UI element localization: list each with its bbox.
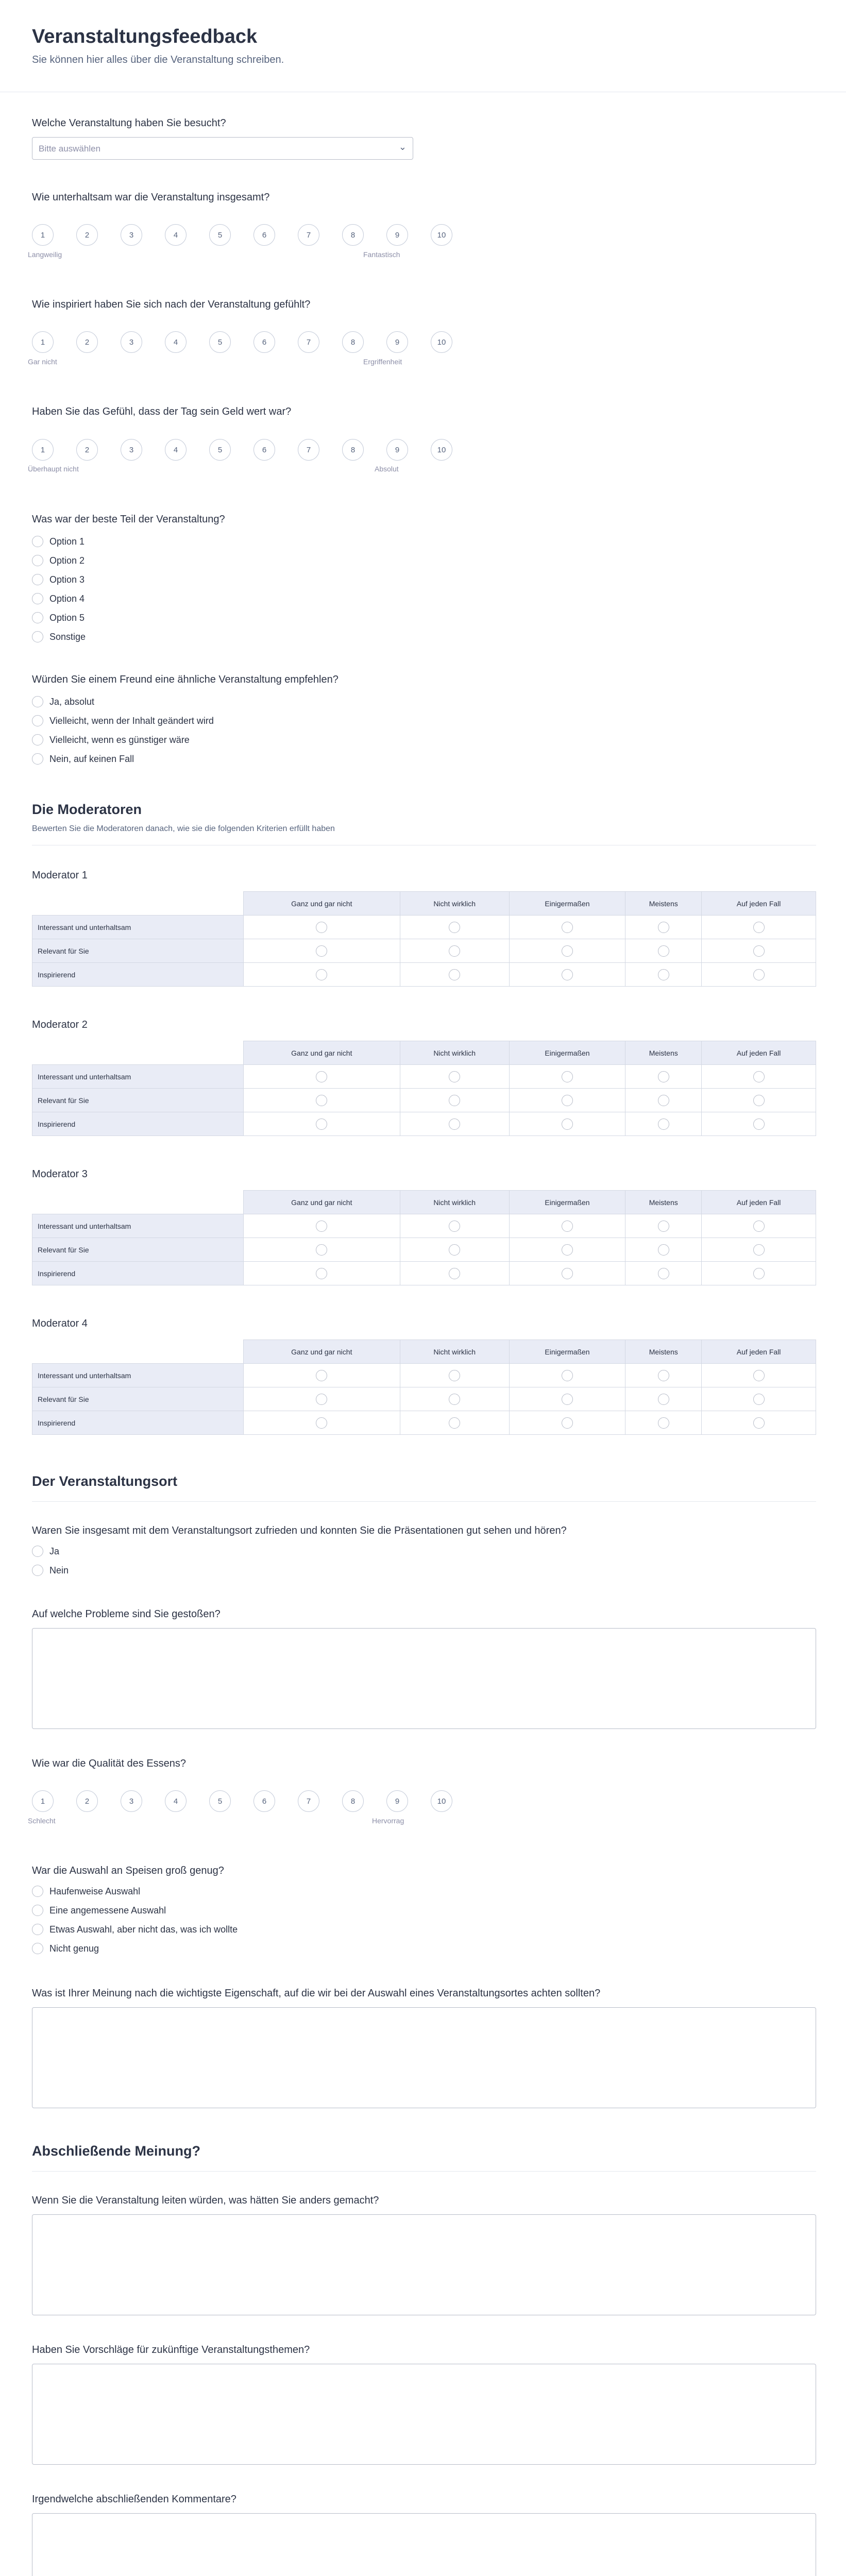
matrix-radio[interactable] xyxy=(753,1221,765,1232)
matrix-row xyxy=(32,1089,816,1112)
fun-scale xyxy=(32,224,452,246)
radio-option[interactable] xyxy=(32,574,84,585)
venue-problems-label: Auf welche Probleme sind Sie gestoßen? xyxy=(32,1608,221,1620)
scale-option[interactable]: 3 xyxy=(121,1790,142,1812)
matrix-column-header: Nicht wirklich xyxy=(400,892,509,916)
matrix-radio[interactable] xyxy=(316,969,327,980)
radio-button[interactable] xyxy=(32,715,43,726)
radio-option[interactable] xyxy=(32,1943,99,1954)
radio-option[interactable] xyxy=(32,593,84,604)
radio-button[interactable] xyxy=(32,631,43,642)
comments-label: Irgendwelche abschließenden Kommentare? xyxy=(32,2494,236,2505)
scale-option[interactable]: 10 xyxy=(431,224,452,246)
matrix-radio[interactable] xyxy=(562,1095,573,1106)
matrix-radio[interactable] xyxy=(753,1244,765,1256)
matrix-radio[interactable] xyxy=(753,1394,765,1405)
matrix-column-header: Ganz und gar nicht xyxy=(244,1041,400,1065)
matrix-row-label: Interessant und unterhaltsam xyxy=(32,1214,244,1238)
moderator-1-title: Moderator 1 xyxy=(32,870,88,881)
scale-option[interactable]: 6 xyxy=(253,1790,275,1812)
scale-low-label: Gar nicht xyxy=(28,358,57,366)
recommend-question-label: Würden Sie einem Freund eine ähnliche Veranstaltung empfehlen? xyxy=(32,674,339,685)
scale-option[interactable]: 8 xyxy=(342,1790,364,1812)
matrix-row-label: Relevant für Sie xyxy=(32,1238,244,1262)
matrix-radio[interactable] xyxy=(753,1268,765,1279)
matrix-radio[interactable] xyxy=(753,922,765,933)
scale-option[interactable]: 4 xyxy=(165,224,187,246)
matrix-radio[interactable] xyxy=(658,1118,669,1130)
matrix-radio[interactable] xyxy=(753,969,765,980)
radio-option[interactable] xyxy=(32,631,86,642)
matrix-radio[interactable] xyxy=(658,1095,669,1106)
matrix-corner xyxy=(32,1041,244,1065)
scale-option[interactable]: 3 xyxy=(121,331,142,353)
worth-scale xyxy=(32,439,452,461)
scale-low-label: Schlecht xyxy=(28,1817,56,1825)
matrix-row xyxy=(32,1262,816,1285)
scale-option[interactable]: 7 xyxy=(298,224,319,246)
moderators-section-desc: Bewerten Sie die Moderatoren danach, wie sie die folgenden Kriterien erfüllt haben xyxy=(32,824,335,833)
important-textarea[interactable] xyxy=(32,2007,816,2108)
matrix-column-header: Ganz und gar nicht xyxy=(244,892,400,916)
radio-option[interactable] xyxy=(32,612,84,623)
matrix-radio[interactable] xyxy=(449,945,460,957)
scale-option[interactable]: 6 xyxy=(253,224,275,246)
event-select-placeholder: Bitte auswählen xyxy=(39,144,101,154)
scale-option[interactable]: 6 xyxy=(253,331,275,353)
matrix-row xyxy=(32,1112,816,1136)
scale-option[interactable]: 2 xyxy=(76,331,98,353)
matrix-radio[interactable] xyxy=(316,1417,327,1429)
matrix-radio[interactable] xyxy=(449,1417,460,1429)
matrix-radio[interactable] xyxy=(316,922,327,933)
matrix-row-label: Interessant und unterhaltsam xyxy=(32,1065,244,1089)
scale-option[interactable]: 2 xyxy=(76,439,98,461)
radio-button[interactable] xyxy=(32,753,43,765)
matrix-radio[interactable] xyxy=(449,1118,460,1130)
matrix-column-header: Nicht wirklich xyxy=(400,1340,509,1364)
form-title: Veranstaltungsfeedback xyxy=(32,26,258,47)
matrix-column-header: Auf jeden Fall xyxy=(702,1191,816,1214)
different-textarea[interactable] xyxy=(32,2214,816,2315)
section-divider xyxy=(32,2171,816,2172)
topics-label: Haben Sie Vorschläge für zukünftige Veranstaltungsthemen? xyxy=(32,2344,310,2355)
radio-option[interactable] xyxy=(32,734,190,745)
scale-option[interactable]: 7 xyxy=(298,439,319,461)
matrix-radio[interactable] xyxy=(562,1268,573,1279)
scale-option[interactable]: 3 xyxy=(121,439,142,461)
radio-button[interactable] xyxy=(32,612,43,623)
scale-option[interactable]: 1 xyxy=(32,224,54,246)
matrix-row xyxy=(32,1387,816,1411)
matrix-radio[interactable] xyxy=(449,922,460,933)
matrix-radio[interactable] xyxy=(316,1394,327,1405)
radio-label: Ja xyxy=(49,1546,60,1556)
matrix-row-label: Inspirierend xyxy=(32,1411,244,1435)
radio-option[interactable] xyxy=(32,536,84,547)
matrix-column-header: Einigermaßen xyxy=(509,1340,625,1364)
matrix-radio[interactable] xyxy=(658,1244,669,1256)
radio-option[interactable] xyxy=(32,753,134,765)
matrix-column-header: Ganz und gar nicht xyxy=(244,1340,400,1364)
venue-important-label: Was ist Ihrer Meinung nach die wichtigste Eigenschaft, auf die wir bei der Auswahl eines Veranstaltungsortes achten sollten? xyxy=(32,1988,601,1999)
radio-label: Nein xyxy=(49,1565,69,1575)
radio-option[interactable] xyxy=(32,1886,140,1897)
scale-option[interactable]: 1 xyxy=(32,1790,54,1812)
matrix-row-label: Interessant und unterhaltsam xyxy=(32,916,244,939)
matrix-radio[interactable] xyxy=(562,1370,573,1381)
scale-option[interactable]: 6 xyxy=(253,439,275,461)
matrix-radio[interactable] xyxy=(449,1071,460,1082)
matrix-column-header: Einigermaßen xyxy=(509,1191,625,1214)
matrix-radio[interactable] xyxy=(316,1221,327,1232)
radio-option[interactable] xyxy=(32,715,214,726)
matrix-radio[interactable] xyxy=(562,945,573,957)
matrix-radio[interactable] xyxy=(753,1118,765,1130)
problems-textarea[interactable] xyxy=(32,1628,816,1729)
moderator-3-title: Moderator 3 xyxy=(32,1168,88,1180)
form-subtitle: Sie können hier alles über die Veranstaltung schreiben. xyxy=(32,54,284,65)
radio-option[interactable] xyxy=(32,696,94,707)
radio-label: Haufenweise Auswahl xyxy=(49,1886,141,1896)
moderator-2-matrix xyxy=(32,1041,816,1136)
radio-button[interactable] xyxy=(32,1924,43,1935)
radio-label: Ja, absolut xyxy=(49,696,95,707)
matrix-radio[interactable] xyxy=(658,1394,669,1405)
matrix-radio[interactable] xyxy=(562,969,573,980)
matrix-radio[interactable] xyxy=(753,1417,765,1429)
moderator-4-title: Moderator 4 xyxy=(32,1318,88,1329)
matrix-row-label: Inspirierend xyxy=(32,1262,244,1285)
scale-option[interactable]: 9 xyxy=(386,439,408,461)
matrix-radio[interactable] xyxy=(753,1071,765,1082)
matrix-corner xyxy=(32,1191,244,1214)
scale-option[interactable]: 10 xyxy=(431,439,452,461)
radio-option[interactable] xyxy=(32,1565,69,1576)
matrix-radio[interactable] xyxy=(449,1095,460,1106)
matrix-row xyxy=(32,1214,816,1238)
matrix-radio[interactable] xyxy=(658,1071,669,1082)
matrix-radio[interactable] xyxy=(316,1095,327,1106)
matrix-radio[interactable] xyxy=(316,1268,327,1279)
worth-question-label: Haben Sie das Gefühl, dass der Tag sein Geld wert war? xyxy=(32,406,292,417)
matrix-radio[interactable] xyxy=(316,1071,327,1082)
radio-label: Nicht genug xyxy=(49,1943,99,1954)
radio-button[interactable] xyxy=(32,734,43,745)
matrix-column-header: Auf jeden Fall xyxy=(702,1340,816,1364)
matrix-row-label: Interessant und unterhaltsam xyxy=(32,1364,244,1387)
matrix-row-label: Relevant für Sie xyxy=(32,939,244,963)
matrix-corner xyxy=(32,1340,244,1364)
matrix-corner xyxy=(32,892,244,916)
radio-label: Sonstige xyxy=(49,631,86,642)
matrix-radio[interactable] xyxy=(316,1244,327,1256)
venue-section-title: Der Veranstaltungsort xyxy=(32,1473,178,1489)
radio-button[interactable] xyxy=(32,574,43,585)
matrix-row xyxy=(32,963,816,987)
radio-option[interactable] xyxy=(32,555,84,566)
matrix-radio[interactable] xyxy=(449,1394,460,1405)
moderators-section-title: Die Moderatoren xyxy=(32,802,142,817)
radio-option[interactable] xyxy=(32,1924,238,1935)
matrix-radio[interactable] xyxy=(562,1394,573,1405)
matrix-column-header: Meistens xyxy=(625,1340,702,1364)
matrix-radio[interactable] xyxy=(562,922,573,933)
matrix-column-header: Meistens xyxy=(625,1041,702,1065)
matrix-row-label: Inspirierend xyxy=(32,963,244,987)
scale-option[interactable]: 10 xyxy=(431,1790,452,1812)
radio-label: Option 5 xyxy=(49,612,85,623)
event-question-label: Welche Veranstaltung haben Sie besucht? xyxy=(32,117,226,129)
matrix-row-label: Inspirierend xyxy=(32,1112,244,1136)
matrix-row-label: Relevant für Sie xyxy=(32,1089,244,1112)
matrix-radio[interactable] xyxy=(562,1417,573,1429)
food-quality-label: Wie war die Qualität des Essens? xyxy=(32,1758,187,1769)
matrix-radio[interactable] xyxy=(449,1221,460,1232)
matrix-column-header: Nicht wirklich xyxy=(400,1041,509,1065)
scale-high-label: Hervorrag xyxy=(372,1817,404,1825)
radio-label: Option 3 xyxy=(49,574,85,585)
matrix-radio[interactable] xyxy=(658,1221,669,1232)
radio-option[interactable] xyxy=(32,1905,166,1916)
scale-option[interactable]: 8 xyxy=(342,331,364,353)
radio-label: Nein, auf keinen Fall xyxy=(49,753,134,764)
matrix-column-header: Einigermaßen xyxy=(509,892,625,916)
radio-button[interactable] xyxy=(32,1886,43,1897)
moderator-2-title: Moderator 2 xyxy=(32,1019,88,1030)
matrix-row xyxy=(32,939,816,963)
matrix-column-header: Meistens xyxy=(625,1191,702,1214)
scale-option[interactable]: 9 xyxy=(386,224,408,246)
scale-option[interactable]: 5 xyxy=(209,439,231,461)
matrix-radio[interactable] xyxy=(658,969,669,980)
matrix-column-header: Ganz und gar nicht xyxy=(244,1191,400,1214)
food-choice-label: War die Auswahl an Speisen groß genug? xyxy=(32,1865,224,1876)
scale-option[interactable]: 4 xyxy=(165,1790,187,1812)
matrix-radio[interactable] xyxy=(316,945,327,957)
section-divider xyxy=(32,1501,816,1502)
radio-button[interactable] xyxy=(32,1905,43,1916)
matrix-row xyxy=(32,1238,816,1262)
radio-label: Vielleicht, wenn der Inhalt geändert wird xyxy=(49,715,214,726)
radio-button[interactable] xyxy=(32,1565,43,1576)
best-part-question-label: Was war der beste Teil der Veranstaltung? xyxy=(32,514,225,525)
radio-button[interactable] xyxy=(32,555,43,566)
matrix-column-header: Einigermaßen xyxy=(509,1041,625,1065)
matrix-radio[interactable] xyxy=(562,1244,573,1256)
scale-option[interactable]: 4 xyxy=(165,331,187,353)
radio-button[interactable] xyxy=(32,536,43,547)
inspired-scale xyxy=(32,331,452,353)
radio-label: Vielleicht, wenn es günstiger wäre xyxy=(49,734,190,745)
scale-option[interactable]: 5 xyxy=(209,224,231,246)
scale-option[interactable]: 7 xyxy=(298,331,319,353)
matrix-radio[interactable] xyxy=(753,945,765,957)
scale-high-label: Absolut xyxy=(375,465,399,473)
scale-option[interactable]: 9 xyxy=(386,331,408,353)
matrix-row xyxy=(32,916,816,939)
matrix-radio[interactable] xyxy=(316,1118,327,1130)
matrix-radio[interactable] xyxy=(449,969,460,980)
matrix-radio[interactable] xyxy=(449,1370,460,1381)
moderator-4-matrix xyxy=(32,1340,816,1435)
fun-question-label: Wie unterhaltsam war die Veranstaltung insgesamt? xyxy=(32,192,270,203)
matrix-radio[interactable] xyxy=(658,945,669,957)
scale-low-label: Langweilig xyxy=(28,250,62,259)
scale-option[interactable]: 9 xyxy=(386,1790,408,1812)
inspired-question-label: Wie inspiriert haben Sie sich nach der Veranstaltung gefühlt? xyxy=(32,299,311,310)
matrix-radio[interactable] xyxy=(753,1095,765,1106)
food-quality-scale xyxy=(32,1790,452,1812)
different-label: Wenn Sie die Veranstaltung leiten würden, was hätten Sie anders gemacht? xyxy=(32,2195,379,2206)
moderator-1-matrix xyxy=(32,891,816,987)
topics-textarea[interactable] xyxy=(32,2364,816,2465)
matrix-radio[interactable] xyxy=(658,1370,669,1381)
scale-option[interactable]: 2 xyxy=(76,224,98,246)
radio-button[interactable] xyxy=(32,593,43,604)
event-select[interactable] xyxy=(32,137,413,160)
matrix-radio[interactable] xyxy=(449,1244,460,1256)
closing-section-title: Abschließende Meinung? xyxy=(32,2143,201,2159)
venue-satisfied-label: Waren Sie insgesamt mit dem Veranstaltungsort zufrieden und konnten Sie die Präsentationen gut sehen und hören? xyxy=(32,1525,567,1536)
radio-label: Etwas Auswahl, aber nicht das, was ich wollte xyxy=(49,1924,238,1935)
scale-option[interactable]: 2 xyxy=(76,1790,98,1812)
radio-label: Option 1 xyxy=(49,536,85,547)
matrix-radio[interactable] xyxy=(658,1268,669,1279)
chevron-down-icon: ⌄ xyxy=(398,142,407,152)
matrix-radio[interactable] xyxy=(658,1417,669,1429)
scale-option[interactable]: 7 xyxy=(298,1790,319,1812)
scale-option[interactable]: 5 xyxy=(209,1790,231,1812)
scale-option[interactable]: 10 xyxy=(431,331,452,353)
radio-option[interactable] xyxy=(32,1546,59,1557)
matrix-radio[interactable] xyxy=(658,922,669,933)
matrix-column-header: Meistens xyxy=(625,892,702,916)
moderator-3-matrix xyxy=(32,1190,816,1285)
scale-option[interactable]: 1 xyxy=(32,331,54,353)
scale-option[interactable]: 5 xyxy=(209,331,231,353)
matrix-column-header: Auf jeden Fall xyxy=(702,892,816,916)
scale-option[interactable]: 1 xyxy=(32,439,54,461)
radio-label: Eine angemessene Auswahl xyxy=(49,1905,166,1916)
matrix-radio[interactable] xyxy=(562,1221,573,1232)
scale-option[interactable]: 8 xyxy=(342,224,364,246)
comments-textarea[interactable] xyxy=(32,2513,816,2576)
radio-label: Option 2 xyxy=(49,555,85,566)
scale-option[interactable]: 3 xyxy=(121,224,142,246)
matrix-radio[interactable] xyxy=(753,1370,765,1381)
matrix-radio[interactable] xyxy=(562,1071,573,1082)
radio-button[interactable] xyxy=(32,1943,43,1954)
scale-high-label: Ergriffenheit xyxy=(363,358,402,366)
scale-option[interactable]: 4 xyxy=(165,439,187,461)
matrix-row xyxy=(32,1065,816,1089)
radio-button[interactable] xyxy=(32,1546,43,1557)
scale-high-label: Fantastisch xyxy=(363,250,400,259)
scale-low-label: Überhaupt nicht xyxy=(28,465,79,473)
matrix-radio[interactable] xyxy=(449,1268,460,1279)
radio-button[interactable] xyxy=(32,696,43,707)
matrix-radio[interactable] xyxy=(562,1118,573,1130)
scale-option[interactable]: 8 xyxy=(342,439,364,461)
matrix-row-label: Relevant für Sie xyxy=(32,1387,244,1411)
matrix-radio[interactable] xyxy=(316,1370,327,1381)
matrix-column-header: Auf jeden Fall xyxy=(702,1041,816,1065)
matrix-column-header: Nicht wirklich xyxy=(400,1191,509,1214)
matrix-row xyxy=(32,1411,816,1435)
radio-label: Option 4 xyxy=(49,593,85,604)
matrix-row xyxy=(32,1364,816,1387)
